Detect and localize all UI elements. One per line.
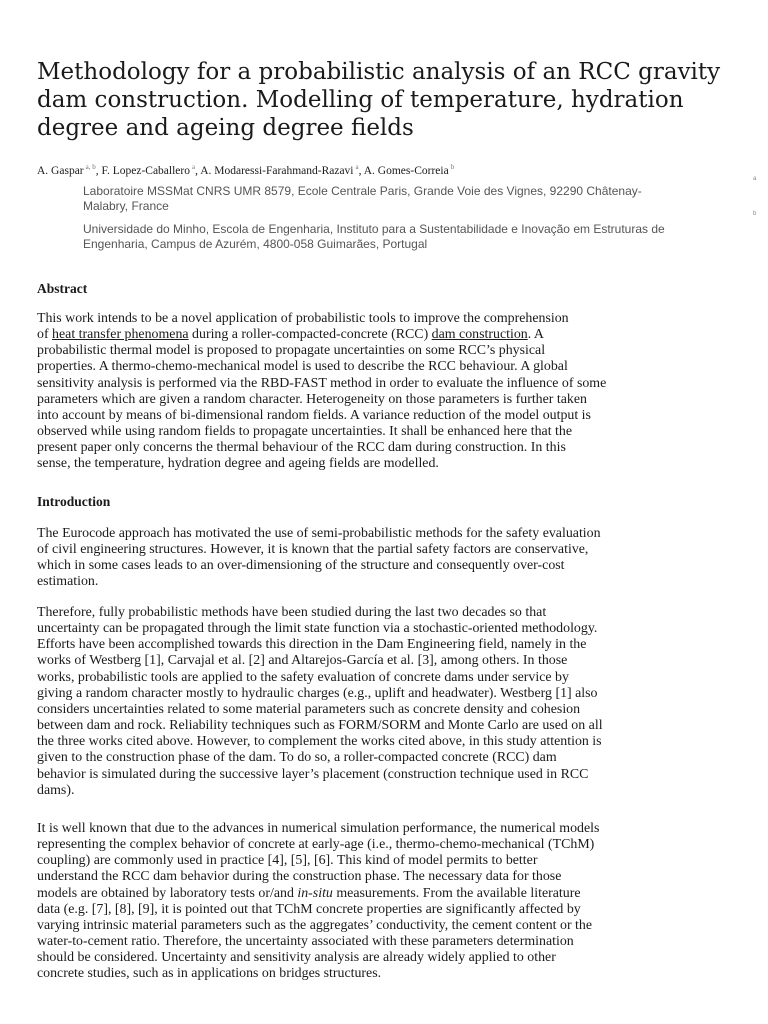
affiliation-a [83,184,728,214]
affiliation-line: Engenharia, Campus de Azurém, 4800-058 Guimarães, Portugal [83,237,428,251]
text-line: understand the RCC dam behavior during the construction phase. The necessary data for those [37,869,562,885]
title-line: dam construction. Modelling of temperature, hydration [37,87,684,113]
text-line: which in some cases leads to an over-dimensioning of the structure and consequently over-cost [37,558,565,574]
author-affiliation-mark[interactable]: b [450,163,455,171]
text-line: present paper only concerns the thermal behaviour of the RCC dam during construction. In this [37,440,566,456]
affiliation-b [83,222,728,252]
text-line: uncertainty can be propagated through the limit state function via a stochastic-oriented methodology. [37,621,598,637]
text-line: properties. A thermo-chemo-mechanical model is used to describe the RCC behaviour. A global [37,359,568,375]
author-name[interactable]: F. Lopez-Caballero [101,164,190,177]
text-line: It is well known that due to the advances in numerical simulation performance, the numerical models [37,821,600,836]
heat-transfer-link[interactable]: heat transfer phenomena [52,327,189,343]
text-line: behavior is simulated during the successive layer’s placement (construction technique used in RCC [37,766,589,782]
text-line: works of Westberg [1], Carvajal et al. [2] and Altarejos-García et al. [3], among others. In those [37,653,568,669]
author-affiliation-mark[interactable]: a [191,163,196,171]
italic-term: in-situ [297,885,333,901]
intro-paragraph-1 [37,526,729,591]
text-line: of civil engineering structures. However, it is known that the partial safety factors are conservative, [37,542,589,558]
author-list: A. Gaspar $^{a, b}$, F. Lopez-Caballero $^a$, A. Modaressi-Farahmand-Razavi $^a$, A. Gomes-Correia $^b$ [37,163,455,177]
dam-construction-link[interactable]: dam construction [431,327,528,343]
text-line: data (e.g. [7], [8], [9], it is pointed out that TChM concrete properties are significantly affected by [37,901,581,917]
text-line: sensitivity analysis is performed via the RBD-FAST method in order to evaluate the influence of some [37,375,607,391]
text-line: probabilistic thermal model is proposed to propagate uncertainties on some RCC’s physical [37,343,546,359]
text-line: Therefore, fully probabilistic methods have been studied during the last two decades so that [37,605,547,620]
author-name[interactable]: A. Gomes-Correia [363,164,449,177]
text-line: varying intrinsic material parameters such as the aggregates’ conductivity, the cement content or the [37,917,593,933]
text-line: concrete studies, such as in applications on bridges structures. [37,966,382,982]
text-segment: measurements. From the available literature [332,885,581,901]
text-line [37,327,729,343]
text-line: sense, the temperature, hydration degree and ageing fields are modelled. [37,456,439,472]
text-segment: of [37,327,53,343]
text-segment: . A [527,327,544,343]
text-line: Efforts have been accomplished towards this direction in the Dam Engineering field, namely in the [37,637,587,653]
author-affiliation-mark[interactable]: a [355,163,359,171]
text-line: coupling) are commonly used in practice [4], [5], [6]. This kind of model permits to better [37,853,538,869]
affiliation-mark: a [753,176,757,182]
text-line: should be considered. Uncertainty and sensitivity analysis are already widely applied to other [37,950,556,966]
affiliation-line: Universidade do Minho, Escola de Engenharia, Instituto para a Sustentabilidade e Inovação em Estruturas de [83,222,665,236]
affiliation-line: Malabry, France [83,199,169,213]
title-line: Methodology for a probabilistic analysis of an RCC gravity [37,59,721,85]
intro-paragraph-2 [37,605,729,799]
text-line: estimation. [37,574,99,590]
text-line: between dam and rock. Reliability techniques such as FORM/SORM and Monte Carlo are used on all [37,718,603,734]
text-line: parameters which are given a random character. Heterogeneity on those parameters is further taken [37,391,587,407]
text-line [37,886,729,902]
text-line: dams). [37,782,75,798]
introduction-heading: Introduction [37,494,111,509]
text-line: the three works cited above. However, to complement the works cited above, in this study attention is [37,734,602,750]
text-line: water-to-cement ratio. Therefore, the uncertainty associated with these parameters determination [37,934,574,950]
text-segment: models are obtained by laboratory tests or/and [37,885,298,901]
text-line: given to the construction phase of the dam. To do so, a roller-compacted concrete (RCC) dam [37,750,557,766]
paper-title [37,58,737,142]
text-line: into account by means of bi-dimensional random fields. A variance reduction of the model output is [37,407,591,423]
text-line: works, probabilistic tools are applied to the safety evaluation of concrete dams under service by [37,669,569,685]
text-segment: during a roller-compacted-concrete (RCC) [188,327,432,343]
author-affiliation-mark[interactable]: a, b [85,163,96,171]
abstract-paragraph [37,311,729,473]
text-line: The Eurocode approach has motivated the use of semi-probabilistic methods for the safety evaluation [37,526,601,541]
text-line: This work intends to be a novel application of probabilistic tools to improve the comprehension [37,311,569,326]
affiliation-line: Laboratoire MSSMat CNRS UMR 8579, Ecole Centrale Paris, Grande Voie des Vignes, 92290 Châtenay- [83,184,642,198]
abstract-heading: Abstract [37,281,88,296]
intro-paragraph-3 [37,821,729,983]
title-line: degree and ageing degree fields [37,115,414,141]
text-line: representing the complex behavior of concrete at early-age (i.e., thermo-chemo-mechanical (TChM) [37,837,595,853]
affiliation-mark: b [753,211,757,217]
text-line: giving a random character mostly to hydraulic charges (e.g., uplift and headwater). Westberg [1] also [37,685,598,701]
author-name[interactable]: A. Modaressi-Farahmand-Razavi [200,164,354,177]
text-line: observed while using random fields to propagate uncertainties. It shall be enhanced here that the [37,424,572,440]
text-line: considers uncertainties related to some material parameters such as concrete density and cohesion [37,701,581,717]
author-name[interactable]: A. Gaspar [37,164,84,177]
